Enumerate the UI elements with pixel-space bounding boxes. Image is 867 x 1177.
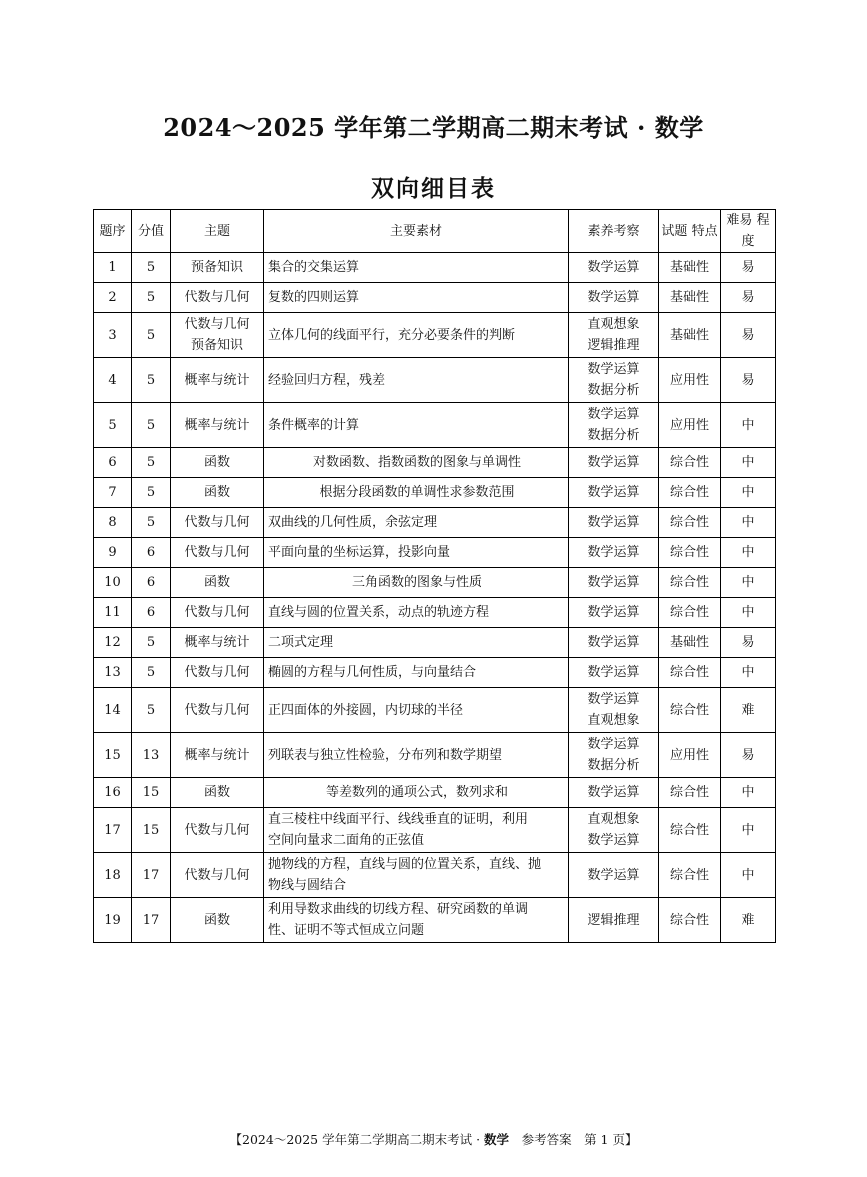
cell-feature: 综合性 — [659, 808, 721, 853]
cell-score: 5 — [132, 628, 171, 658]
cell-topic — [171, 688, 264, 733]
cell-score: 5 — [132, 508, 171, 538]
cell-material-line: 平面向量的坐标运算，投影向量 — [268, 545, 451, 560]
cell-score: 6 — [132, 538, 171, 568]
header-feature-line: 试题 — [661, 223, 688, 239]
table-row — [94, 313, 776, 358]
cell-topic-line: 函数 — [203, 575, 230, 590]
cell-material-line: 物线与圆结合 — [268, 878, 347, 893]
cell-num: 15 — [94, 733, 132, 778]
cell-difficulty: 易 — [721, 358, 776, 403]
table-row — [94, 658, 776, 688]
cell-feature: 基础性 — [659, 283, 721, 313]
cell-topic — [171, 478, 264, 508]
header-literacy: 素养考察 — [569, 210, 659, 253]
cell-material — [264, 508, 569, 538]
cell-material-line: 椭圆的方程与几何性质，与向量结合 — [268, 665, 477, 680]
cell-material — [264, 658, 569, 688]
cell-material-line: 等差数列的通项公式，数列求和 — [325, 785, 508, 800]
cell-difficulty: 中 — [721, 538, 776, 568]
cell-topic — [171, 313, 264, 358]
cell-num: 4 — [94, 358, 132, 403]
cell-score: 5 — [132, 448, 171, 478]
cell-feature: 应用性 — [659, 358, 721, 403]
cell-topic — [171, 778, 264, 808]
cell-topic-line: 预备知识 — [190, 260, 243, 275]
cell-difficulty: 中 — [721, 778, 776, 808]
cell-score: 6 — [132, 568, 171, 598]
cell-topic — [171, 508, 264, 538]
cell-literacy — [569, 778, 659, 808]
cell-score: 15 — [132, 778, 171, 808]
cell-difficulty: 难 — [721, 688, 776, 733]
cell-difficulty: 难 — [721, 898, 776, 943]
header-feature — [659, 210, 721, 253]
cell-material — [264, 538, 569, 568]
header-material: 主要素材 — [264, 210, 569, 253]
cell-score: 17 — [132, 898, 171, 943]
table-row — [94, 508, 776, 538]
cell-literacy-line: 数学运算 — [587, 485, 640, 500]
cell-literacy-line: 数据分析 — [587, 758, 640, 773]
footer-prefix: 2024～2025 学年第二学期高二期末考试 · — [242, 1132, 485, 1147]
cell-feature: 综合性 — [659, 478, 721, 508]
table-row — [94, 808, 776, 853]
cell-topic — [171, 898, 264, 943]
cell-literacy — [569, 568, 659, 598]
spec-table — [93, 209, 776, 943]
cell-feature: 综合性 — [659, 898, 721, 943]
cell-literacy-line: 数学运算 — [587, 545, 640, 560]
cell-literacy — [569, 478, 659, 508]
cell-score: 13 — [132, 733, 171, 778]
cell-material — [264, 598, 569, 628]
cell-feature: 基础性 — [659, 313, 721, 358]
table-row — [94, 688, 776, 733]
cell-topic-line: 函数 — [203, 455, 230, 470]
cell-topic-line: 代数与几何 — [184, 665, 250, 680]
cell-literacy-line: 数学运算 — [587, 362, 640, 377]
cell-literacy — [569, 313, 659, 358]
cell-material-line: 立体几何的线面平行，充分必要条件的判断 — [268, 327, 516, 343]
cell-difficulty: 易 — [721, 283, 776, 313]
cell-literacy — [569, 898, 659, 943]
cell-literacy — [569, 733, 659, 778]
cell-feature: 基础性 — [659, 253, 721, 283]
cell-topic — [171, 358, 264, 403]
cell-topic-line: 概率与统计 — [184, 635, 250, 650]
table-row — [94, 628, 776, 658]
cell-num: 9 — [94, 538, 132, 568]
cell-literacy — [569, 448, 659, 478]
cell-literacy — [569, 403, 659, 448]
footer-suffix: 参考答案 第 1 页 — [509, 1132, 625, 1147]
cell-literacy-line: 直观想象 — [587, 812, 640, 827]
cell-score: 5 — [132, 688, 171, 733]
cell-topic — [171, 568, 264, 598]
cell-literacy-line: 逻辑推理 — [587, 338, 640, 353]
cell-num: 3 — [94, 313, 132, 358]
table-row — [94, 538, 776, 568]
cell-literacy-line: 数学运算 — [587, 737, 640, 752]
cell-literacy — [569, 508, 659, 538]
cell-difficulty: 易 — [721, 628, 776, 658]
cell-material-line: 直三棱柱中线面平行、线线垂直的证明，利用 — [268, 812, 529, 827]
cell-topic — [171, 538, 264, 568]
cell-literacy-line: 数学运算 — [587, 665, 640, 680]
cell-num: 17 — [94, 808, 132, 853]
cell-literacy — [569, 358, 659, 403]
cell-num: 8 — [94, 508, 132, 538]
cell-material-line: 对数函数、指数函数的图象与单调性 — [312, 455, 521, 470]
cell-num: 1 — [94, 253, 132, 283]
cell-material-line: 二项式定理 — [268, 635, 334, 650]
cell-topic-line: 代数与几何 — [184, 605, 250, 620]
cell-feature: 综合性 — [659, 568, 721, 598]
cell-material-line: 经验回归方程，残差 — [268, 372, 386, 388]
table-row — [94, 853, 776, 898]
header-num: 题序 — [94, 210, 132, 253]
cell-literacy-line: 直观想象 — [587, 317, 640, 332]
cell-literacy — [569, 283, 659, 313]
cell-literacy-line: 数学运算 — [587, 575, 640, 590]
cell-num: 5 — [94, 403, 132, 448]
cell-literacy — [569, 853, 659, 898]
cell-material — [264, 358, 569, 403]
cell-material-line: 空间向量求二面角的正弦值 — [268, 833, 425, 848]
cell-literacy — [569, 598, 659, 628]
cell-literacy-line: 数学运算 — [587, 635, 640, 650]
cell-material — [264, 688, 569, 733]
header-difficulty-line: 难易 — [726, 213, 753, 228]
cell-feature: 综合性 — [659, 853, 721, 898]
document-subtitle: 双向细目表 — [371, 176, 496, 202]
cell-literacy — [569, 538, 659, 568]
cell-topic-line: 代数与几何 — [184, 867, 250, 883]
cell-topic-line: 函数 — [203, 785, 230, 800]
cell-material — [264, 898, 569, 943]
table-header-row — [94, 210, 776, 253]
table-row — [94, 778, 776, 808]
cell-topic-line: 代数与几何 — [184, 317, 250, 332]
cell-material — [264, 778, 569, 808]
header-topic: 主题 — [171, 210, 264, 253]
cell-material-line: 三角函数的图象与性质 — [351, 575, 482, 590]
cell-num: 6 — [94, 448, 132, 478]
cell-topic-line: 代数与几何 — [184, 545, 250, 560]
cell-material — [264, 448, 569, 478]
cell-material-line: 性、证明不等式恒成立问题 — [268, 923, 425, 938]
table-row — [94, 283, 776, 313]
cell-material-line: 根据分段函数的单调性求参数范围 — [319, 485, 515, 500]
cell-score: 15 — [132, 808, 171, 853]
cell-num: 2 — [94, 283, 132, 313]
cell-material — [264, 733, 569, 778]
cell-material-line: 列联表与独立性检验，分布列和数学期望 — [268, 747, 503, 763]
cell-topic-line: 概率与统计 — [184, 747, 250, 763]
cell-literacy-line: 数学运算 — [587, 692, 640, 707]
cell-material — [264, 478, 569, 508]
cell-topic-line: 函数 — [203, 485, 230, 500]
cell-material — [264, 253, 569, 283]
table-row — [94, 253, 776, 283]
table-row — [94, 478, 776, 508]
cell-difficulty: 中 — [721, 403, 776, 448]
cell-literacy — [569, 658, 659, 688]
cell-literacy-line: 直观想象 — [587, 713, 640, 728]
cell-material — [264, 853, 569, 898]
cell-num: 18 — [94, 853, 132, 898]
cell-material-line: 条件概率的计算 — [268, 417, 360, 433]
footer-bracket-open: 【 — [229, 1132, 243, 1147]
cell-topic — [171, 853, 264, 898]
header-difficulty-line: 程度 — [741, 213, 770, 249]
cell-feature: 综合性 — [659, 598, 721, 628]
cell-feature: 综合性 — [659, 688, 721, 733]
header-score: 分值 — [132, 210, 171, 253]
cell-score: 5 — [132, 313, 171, 358]
cell-literacy — [569, 808, 659, 853]
footer-bracket-close: 】 — [624, 1132, 638, 1147]
cell-difficulty: 中 — [721, 508, 776, 538]
cell-feature: 基础性 — [659, 628, 721, 658]
document-title: 2024～2025 学年第二学期高二期末考试 · 数学 — [163, 113, 704, 142]
cell-difficulty: 中 — [721, 808, 776, 853]
table-body — [94, 253, 776, 943]
cell-topic — [171, 808, 264, 853]
cell-feature: 应用性 — [659, 403, 721, 448]
cell-score: 5 — [132, 403, 171, 448]
cell-material — [264, 403, 569, 448]
cell-topic-line: 代数与几何 — [184, 702, 250, 718]
cell-material-line: 利用导数求曲线的切线方程、研究函数的单调 — [268, 902, 529, 917]
cell-topic — [171, 448, 264, 478]
header-difficulty — [721, 210, 776, 253]
cell-topic-line: 代数与几何 — [184, 290, 250, 305]
cell-literacy-line: 数学运算 — [587, 867, 640, 883]
cell-topic — [171, 253, 264, 283]
cell-topic-line: 函数 — [203, 912, 230, 928]
cell-material — [264, 808, 569, 853]
cell-literacy-line: 数学运算 — [587, 605, 640, 620]
cell-topic-line: 预备知识 — [190, 338, 243, 353]
cell-num: 16 — [94, 778, 132, 808]
cell-difficulty: 中 — [721, 448, 776, 478]
cell-topic — [171, 598, 264, 628]
cell-score: 5 — [132, 658, 171, 688]
cell-score: 5 — [132, 358, 171, 403]
cell-literacy — [569, 628, 659, 658]
cell-material-line: 抛物线的方程，直线与圆的位置关系，直线、抛 — [268, 857, 542, 872]
cell-num: 13 — [94, 658, 132, 688]
cell-difficulty: 易 — [721, 313, 776, 358]
cell-literacy-line: 数学运算 — [587, 455, 640, 470]
cell-material-line: 双曲线的几何性质，余弦定理 — [268, 515, 438, 530]
cell-score: 17 — [132, 853, 171, 898]
cell-literacy-line: 逻辑推理 — [587, 912, 640, 928]
cell-num: 11 — [94, 598, 132, 628]
cell-num: 10 — [94, 568, 132, 598]
cell-score: 5 — [132, 253, 171, 283]
cell-score: 5 — [132, 478, 171, 508]
table-row — [94, 598, 776, 628]
cell-num: 12 — [94, 628, 132, 658]
cell-literacy-line: 数据分析 — [587, 383, 640, 398]
cell-literacy-line: 数学运算 — [587, 515, 640, 530]
cell-score: 5 — [132, 283, 171, 313]
cell-literacy-line: 数学运算 — [587, 407, 640, 422]
cell-material-line: 复数的四则运算 — [268, 290, 360, 305]
cell-feature: 综合性 — [659, 778, 721, 808]
cell-material-line: 集合的交集运算 — [268, 260, 360, 275]
cell-difficulty: 易 — [721, 253, 776, 283]
cell-difficulty: 中 — [721, 853, 776, 898]
cell-topic-line: 概率与统计 — [184, 417, 250, 433]
cell-feature: 综合性 — [659, 448, 721, 478]
cell-feature: 综合性 — [659, 538, 721, 568]
cell-material-line: 正四面体的外接圆，内切球的半径 — [268, 702, 464, 718]
cell-material — [264, 313, 569, 358]
header-feature-line: 特点 — [691, 223, 718, 239]
table-row — [94, 898, 776, 943]
cell-difficulty: 中 — [721, 568, 776, 598]
cell-material-line: 直线与圆的位置关系，动点的轨迹方程 — [268, 605, 490, 620]
cell-material — [264, 628, 569, 658]
cell-topic — [171, 628, 264, 658]
cell-feature: 应用性 — [659, 733, 721, 778]
cell-topic — [171, 283, 264, 313]
cell-material — [264, 568, 569, 598]
table-row — [94, 358, 776, 403]
table-row — [94, 403, 776, 448]
cell-score: 6 — [132, 598, 171, 628]
cell-literacy-line: 数据分析 — [587, 428, 640, 443]
cell-literacy-line: 数学运算 — [587, 290, 640, 305]
cell-topic-line: 代数与几何 — [184, 822, 250, 838]
cell-difficulty: 易 — [721, 733, 776, 778]
cell-topic-line: 概率与统计 — [184, 372, 250, 388]
cell-literacy-line: 数学运算 — [587, 260, 640, 275]
footer-subject: 数学 — [484, 1132, 510, 1147]
cell-topic — [171, 658, 264, 688]
table-row — [94, 448, 776, 478]
cell-literacy — [569, 253, 659, 283]
cell-literacy — [569, 688, 659, 733]
cell-feature: 综合性 — [659, 508, 721, 538]
cell-topic — [171, 733, 264, 778]
cell-difficulty: 中 — [721, 598, 776, 628]
cell-num: 7 — [94, 478, 132, 508]
cell-material — [264, 283, 569, 313]
table-row — [94, 568, 776, 598]
cell-feature: 综合性 — [659, 658, 721, 688]
cell-difficulty: 中 — [721, 658, 776, 688]
cell-topic-line: 代数与几何 — [184, 515, 250, 530]
page-footer — [0, 1130, 867, 1148]
cell-difficulty: 中 — [721, 478, 776, 508]
cell-topic — [171, 403, 264, 448]
cell-num: 19 — [94, 898, 132, 943]
cell-num: 14 — [94, 688, 132, 733]
cell-literacy-line: 数学运算 — [587, 785, 640, 800]
table-row — [94, 733, 776, 778]
cell-literacy-line: 数学运算 — [587, 833, 640, 848]
